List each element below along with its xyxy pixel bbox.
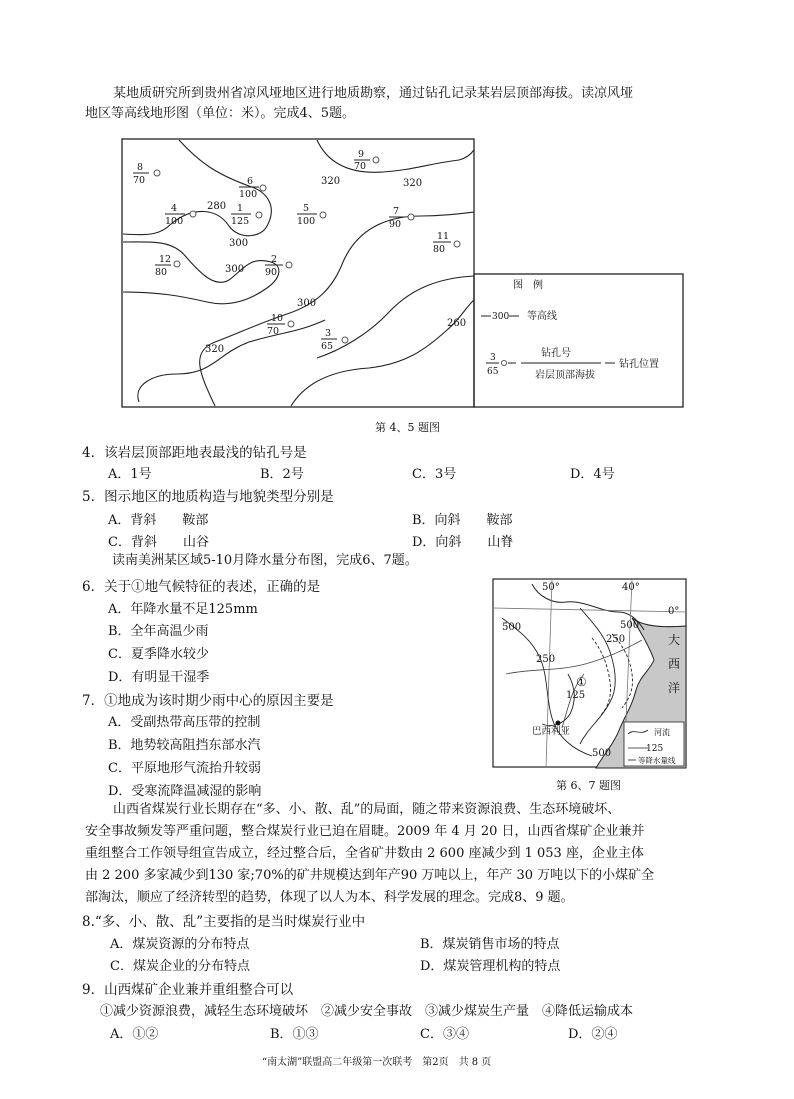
svg-text:6: 6: [247, 176, 254, 187]
well-11: [433, 231, 460, 255]
para-line-3: 重组整合工作领导组宣告成立，经过整合后，全省矿井数由 2 600 座减少到 1 053 座，企业主体: [85, 846, 644, 861]
well-5: [297, 203, 326, 227]
well-3: [321, 328, 348, 352]
svg-text:65: 65: [321, 341, 334, 352]
q9-option-b[interactable]: B．①③: [270, 1027, 319, 1042]
intro-q6-7: 读南美洲某区域5-10月降水量分布图，完成6、7题。: [112, 553, 418, 568]
legend-contour-value: 300: [492, 312, 510, 322]
svg-text:12: 12: [159, 254, 172, 265]
well-8: [133, 162, 160, 186]
q7-option-d[interactable]: D．受寒流降温减湿的影响: [108, 784, 262, 799]
well-6: [239, 176, 266, 200]
legend-title: 图 例: [513, 280, 543, 291]
ocean-char: 西: [668, 657, 681, 671]
svg-text:100: 100: [165, 216, 184, 227]
well-1: [231, 203, 262, 227]
svg-text:4: 4: [171, 203, 178, 214]
q5-option-c[interactable]: C．背斜 山谷: [108, 535, 209, 550]
q5-option-d[interactable]: D．向斜 山脊: [412, 535, 514, 550]
q9-option-c[interactable]: C．③④: [420, 1027, 469, 1042]
q4-option-b[interactable]: B．2号: [260, 467, 304, 482]
svg-text:80: 80: [433, 244, 446, 255]
contour-label: 260: [447, 318, 467, 329]
svg-text:5: 5: [303, 203, 310, 214]
circle-1: ①: [576, 675, 587, 689]
iso-label: 250: [536, 654, 556, 665]
ocean-char: 洋: [668, 681, 681, 695]
map-legend: [481, 278, 659, 381]
q6-option-b[interactable]: B．全年高温少雨: [108, 624, 209, 639]
q9-option-a[interactable]: A．①②: [110, 1027, 159, 1042]
contour-label: 300: [225, 264, 245, 275]
q8-option-a[interactable]: A．煤炭资源的分布特点: [110, 937, 250, 952]
q6-option-d[interactable]: D．有明显干湿季: [108, 670, 210, 685]
map2-caption: 第 6、7 题图: [556, 779, 621, 792]
q7-option-b[interactable]: B．地势较高阻挡东部水汽: [108, 738, 261, 753]
svg-text:70: 70: [267, 326, 280, 337]
svg-text:80: 80: [155, 267, 168, 278]
svg-text:2: 2: [271, 254, 278, 265]
iso-label: 125: [566, 690, 586, 701]
q4-option-a[interactable]: A．1号: [108, 467, 152, 482]
legend-iso-label: 等降水量线: [638, 756, 676, 765]
legend-pos-label: 钻孔位置: [619, 359, 659, 370]
intro-line-2: 地区等高线地形图（单位：米）。完成4、5题。: [85, 106, 356, 121]
para-line-2: 安全事故频发等严重问题，整合煤炭行业已迫在眉睫。2009 年 4 月 20 日，山西省煤矿企业兼并: [85, 824, 645, 839]
q5-stem: 5．图示地区的地质构造与地貌类型分别是: [82, 489, 334, 505]
well-12: [155, 254, 180, 278]
iso-label: 500: [592, 748, 612, 759]
q7-option-a[interactable]: A．受副热带高压带的控制: [108, 715, 261, 730]
q6-stem: 6．关于①地气候特征的表述，正确的是: [82, 579, 321, 595]
q5-option-a[interactable]: A．背斜 鞍部: [108, 513, 209, 528]
q5-option-b[interactable]: B．向斜 鞍部: [412, 513, 513, 528]
q4-option-c[interactable]: C．3号: [412, 467, 457, 482]
contour-label: 300: [229, 238, 249, 249]
precip-legend: [624, 722, 684, 766]
q9-option-d[interactable]: D．②④: [568, 1027, 618, 1042]
iso-label: 500: [502, 622, 522, 633]
well-9: [354, 149, 379, 172]
svg-text:100: 100: [297, 216, 316, 227]
lat-0: 0°: [668, 606, 680, 617]
legend-hole-label: 钻孔号: [541, 348, 571, 359]
precip-map: [492, 578, 688, 770]
q8-option-d[interactable]: D．煤炭管理机构的特点: [420, 959, 561, 974]
svg-text:3: 3: [325, 328, 332, 339]
contour-label: 320: [205, 344, 225, 355]
contour-label: 320: [321, 176, 341, 187]
contour-label: 300: [297, 298, 317, 309]
svg-text:1: 1: [237, 203, 244, 214]
intro-line-1: 某地质研究所到贵州省凉风垭地区进行地质勘察，通过钻孔记录某岩层顶部海拔。读凉风垭: [113, 86, 634, 101]
q8-option-c[interactable]: C．煤炭企业的分布特点: [110, 959, 250, 974]
q6-option-a[interactable]: A．年降水量不足125mm: [108, 602, 258, 617]
city-label: 巴西利亚: [532, 726, 571, 737]
q7-stem: 7．①地成为该时期少雨中心的原因主要是: [82, 693, 334, 709]
q6-option-c[interactable]: C．夏季降水较少: [108, 647, 209, 662]
map1-caption: 第 4、5 题图: [375, 421, 440, 434]
q7-option-c[interactable]: C．平原地形气流抬升较弱: [108, 761, 261, 776]
para-line-5: 部淘汰，顺应了经济转型的趋势，体现了以人为本、科学发展的理念。完成8、9 题。: [85, 890, 574, 905]
ocean-char: 大: [668, 633, 681, 647]
svg-text:10: 10: [271, 313, 284, 324]
q4-stem: 4．该岩层顶部距地表最浅的钻孔号是: [82, 445, 307, 461]
svg-text:90: 90: [389, 219, 402, 230]
lon-50: 50°: [542, 582, 560, 593]
svg-text:11: 11: [437, 231, 450, 242]
svg-text:100: 100: [239, 189, 258, 200]
contour-label: 280: [207, 201, 227, 212]
legend-well-num: 3: [490, 353, 496, 363]
svg-text:70: 70: [354, 161, 367, 172]
para-line-1: 山西省煤炭行业长期存在“多、小、散、乱”的局面，随之带来资源浪费、生态环境破坏、: [113, 802, 621, 817]
legend-iso-value: 125: [646, 744, 664, 754]
legend-contour-label: 等高线: [527, 311, 557, 322]
legend-rock-label: 岩层顶部海拔: [535, 370, 595, 381]
contour-map: [121, 138, 686, 410]
q9-items: ①减少资源浪费，减轻生态环境破坏 ②减少安全事故 ③减少煤炭生产量 ④降低运输成本: [100, 1004, 634, 1019]
iso-label: 250: [606, 634, 626, 645]
svg-text:70: 70: [133, 175, 146, 186]
svg-text:9: 9: [358, 149, 365, 160]
iso-label: 500: [620, 620, 640, 631]
q8-option-b[interactable]: B．煤炭销售市场的特点: [420, 937, 560, 952]
svg-text:7: 7: [393, 206, 400, 217]
legend-frame: [474, 274, 683, 407]
svg-text:8: 8: [137, 162, 144, 173]
legend-well-alt: 65: [487, 367, 499, 377]
city-dot-icon: [556, 721, 561, 726]
legend-river: 河流: [654, 728, 670, 737]
contour-label: 320: [403, 178, 423, 189]
q8-stem: 8.“多、小、散、乱”主要指的是当时煤炭行业中: [82, 914, 366, 930]
contour-labels: [205, 176, 466, 355]
svg-text:125: 125: [231, 216, 250, 227]
para-line-4: 由 2 200 多家减少到130 家;70%的矿井规模达到年产90 万吨以上，年产 30 万吨以下的小煤矿全: [85, 868, 655, 883]
q9-stem: 9．山西煤矿企业兼并重组整合可以: [82, 982, 294, 998]
page-footer: “南太湖”联盟高二年级第一次联考 第2页 共 8 页: [262, 1057, 492, 1068]
q4-option-d[interactable]: D．4号: [570, 467, 615, 482]
well-4: [165, 203, 196, 227]
lon-40: 40°: [622, 582, 640, 593]
svg-text:90: 90: [265, 267, 278, 278]
